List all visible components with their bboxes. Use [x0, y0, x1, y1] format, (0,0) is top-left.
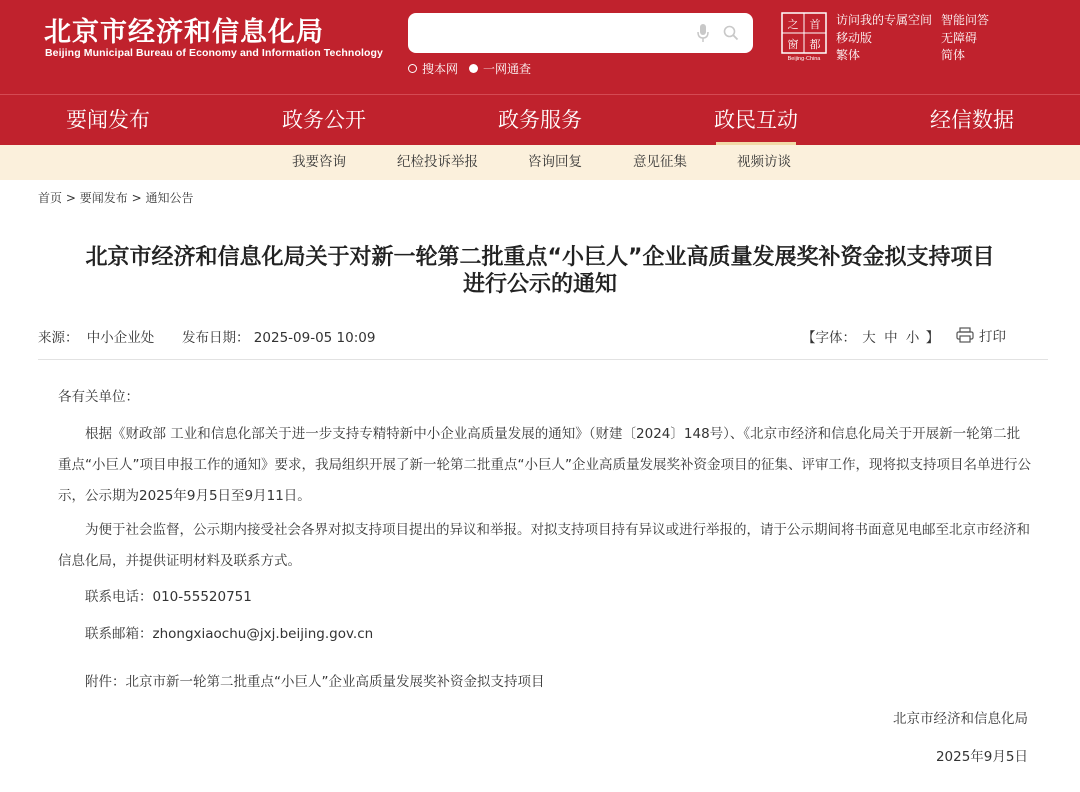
svg-text:都: 都 [809, 38, 821, 51]
contact-email: 联系邮箱：zhongxiaochu@jxj.beijing.gov.cn [85, 626, 374, 642]
subnav-reply[interactable]: 咨询回复 [528, 154, 582, 170]
breadcrumb-news[interactable]: 要闻发布 [79, 191, 128, 205]
print-button[interactable] [956, 325, 1006, 345]
link-my-space[interactable]: 访问我的专属空间 [836, 13, 933, 27]
subnav-complaint[interactable]: 纪检投诉举报 [397, 154, 478, 170]
nav-item-gov-service[interactable]: 政务服务 [498, 108, 582, 132]
breadcrumb-separator: > [131, 191, 142, 205]
svg-text:之: 之 [787, 18, 799, 31]
source-value: 中小企业处 [86, 330, 155, 346]
title-line-1: 北京市经济和信息化局关于对新一轮第二批重点“小巨人”企业高质量发展奖补资金拟支持项目 [85, 245, 995, 270]
header-links-col1 [836, 12, 932, 65]
paragraph-2: 为便于社会监督，公示期内接受社会各界对拟支持项目提出的异议和举报。对拟支持项目持有异议或进行举报的，请于公示期间将书面意见电邮至北京市经济和信息化局，并提供证明材料及联系方式。 [58, 522, 1030, 569]
scope-option-site[interactable] [408, 60, 458, 77]
svg-text:Beijing·China: Beijing·China [787, 56, 821, 62]
attachment-label: 附件： [85, 674, 126, 690]
attachment [58, 667, 1033, 698]
nav-item-gov-open[interactable]: 政务公开 [282, 108, 366, 132]
date-label: 发布日期： [182, 330, 250, 346]
scope-label-site: 搜本网 [422, 62, 459, 76]
font-size-large[interactable]: 大 [862, 330, 876, 346]
sub-nav [0, 145, 1080, 180]
article-meta [38, 326, 1048, 360]
main-nav [0, 94, 1080, 145]
sign-date: 2025年9月5日 [935, 749, 1028, 765]
site-header [0, 0, 1080, 94]
source-label: 来源： [38, 330, 79, 346]
search-input[interactable] [408, 13, 753, 53]
scope-label-all: 一网通查 [483, 62, 532, 76]
meta-date [182, 326, 375, 346]
link-mobile[interactable]: 移动版 [836, 30, 873, 45]
nav-item-news[interactable]: 要闻发布 [66, 108, 150, 132]
subnav-consult[interactable]: 我要咨询 [292, 154, 346, 170]
subnav-video[interactable]: 视频访谈 [737, 154, 791, 170]
meta-source [38, 326, 158, 346]
site-logo-title[interactable]: 北京市经济和信息化局 [44, 17, 324, 48]
attachment-link[interactable]: 北京市新一轮第二批重点“小巨人”企业高质量发展奖补资金拟支持项目 [125, 674, 545, 690]
subnav-opinion[interactable]: 意见征集 [633, 154, 687, 170]
svg-text:首: 首 [809, 18, 821, 31]
svg-text:窗: 窗 [787, 38, 799, 51]
contact-phone: 联系电话：010-55520751 [85, 589, 252, 605]
breadcrumb [38, 189, 193, 206]
link-traditional[interactable]: 繁体 [836, 48, 861, 62]
capital-window-logo[interactable] [781, 12, 827, 62]
microphone-icon[interactable] [697, 24, 709, 42]
print-label: 打印 [979, 329, 1006, 345]
header-links-col2 [941, 12, 989, 65]
page-title [30, 244, 1050, 298]
signature: 北京市经济和信息化局 [893, 711, 1028, 727]
scope-option-all[interactable] [469, 60, 531, 77]
font-label-close: 】 [925, 330, 940, 346]
site-logo-subtitle: Beijing Municipal Bureau of Economy and Information Technology [45, 47, 383, 59]
title-line-2: 进行公示的通知 [462, 272, 617, 297]
font-size-control [802, 326, 939, 346]
date-value: 2025-09-05 10:09 [253, 330, 376, 346]
link-accessibility[interactable]: 无障碍 [941, 30, 978, 45]
breadcrumb-home[interactable]: 首页 [38, 191, 63, 205]
radio-on-icon[interactable] [469, 64, 478, 73]
breadcrumb-notices[interactable]: 通知公告 [145, 191, 194, 205]
nav-item-data[interactable]: 经信数据 [930, 108, 1014, 132]
link-smart-qa[interactable]: 智能问答 [941, 13, 990, 27]
radio-off-icon[interactable] [408, 64, 417, 73]
paragraph-1: 根据《财政部 工业和信息化部关于进一步支持专精特新中小企业高质量发展的通知》（财建〔2024〕148号）、《北京市经济和信息化局关于开展新一轮第二批重点“小巨人”项目申报工作的通知》要求，我局组织开展了新一轮第二批重点“小巨人”企业高质量发展奖补资金项目的征集、评审工作，现将拟支持项目名单进行公示，公示期为2025年9月5日至9月11日。 [58, 426, 1031, 504]
salutation: 各有关单位： [58, 389, 139, 405]
nav-item-interaction[interactable]: 政民互动 [648, 95, 864, 145]
breadcrumb-separator: > [65, 191, 76, 205]
font-label-open: 【字体： [802, 330, 856, 346]
font-size-medium[interactable]: 中 [884, 330, 898, 346]
font-size-small[interactable]: 小 [905, 330, 920, 346]
search-icon[interactable] [723, 25, 739, 41]
printer-icon [956, 327, 974, 343]
link-simplified[interactable]: 简体 [941, 48, 966, 62]
